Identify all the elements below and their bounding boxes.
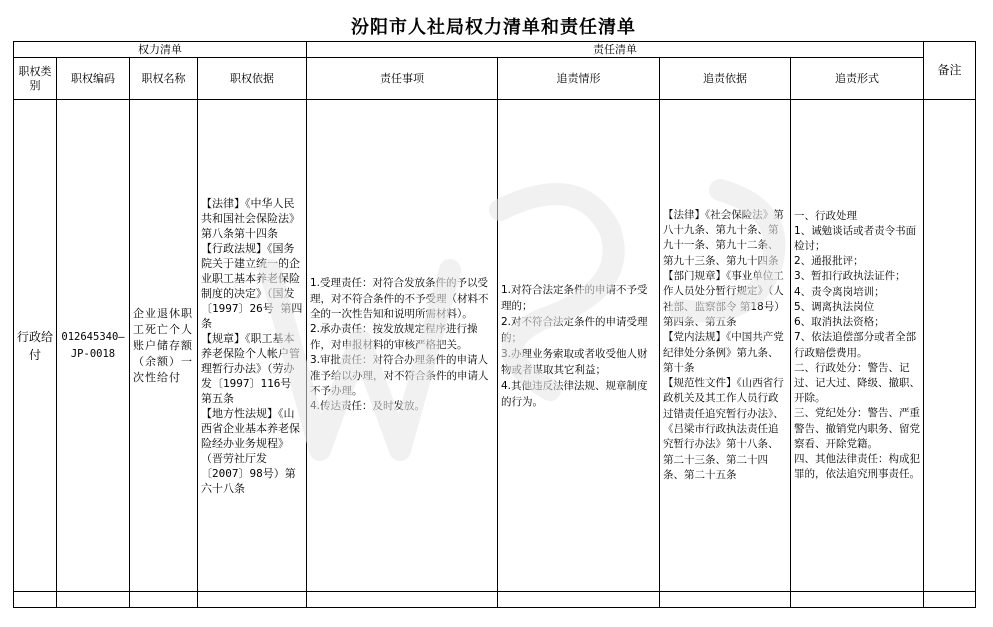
column-header-code: 职权编码 (57, 58, 130, 100)
column-header-responsibility: 责任事项 (307, 58, 498, 100)
column-header-row (14, 58, 976, 100)
column-header-basis: 职权依据 (198, 58, 307, 100)
cell-category: 行政给付 (14, 100, 57, 592)
empty-cell (14, 592, 57, 608)
empty-cell (57, 592, 130, 608)
cell-accountability-cases: 1.对符合法定条件的申请不予受理的； 2.对不符合法定条件的申请受理的； 3.办理业务索取或者收受他人财物或者谋取其它利益； 4.其他违反法律法规、规章制度的行为。 (498, 100, 660, 592)
cell-accountability-forms: 一、行政处理 1、诫勉谈话或者责令书面检讨； 2、通报批评； 3、暂扣行政执法证件； 4、责令离岗培训； 5、调离执法岗位 6、取消执法资格； 7、依法追偿部分或者全部行政赔偿费用。 二、行政处分：警告、记过、记大过、降级、撤职、开除。 三、党纪处分：警告、严重警告、撤销党内职务、留党察看、开除党籍。 四、其他法律责任：构成犯罪的，依法追究刑事责任。 (791, 100, 924, 592)
cell-basis: 【法律】《中华人民共和国社会保险法》第八条第十四条 【行政法规】《国务院关于建立统一的企业职工基本养老保险制度的决定》（国发〔1997〕26号 第四条 【规章】《职工基本养老保险个人帐户管理暂行办法》（劳办发〔1997〕116号 第五条 【地方性法规】《山西省企业基本养老保险经办业务规程》（晋劳社厅发〔2007〕98号）第六十八条 (198, 100, 307, 592)
empty-footer-row (14, 592, 976, 608)
cell-remarks (924, 100, 976, 592)
document-title: 汾阳市人社局权力清单和责任清单 (351, 17, 636, 38)
section-responsibility-list: 责任清单 (307, 42, 924, 58)
column-header-accountability-forms: 追责形式 (791, 58, 924, 100)
table-row (14, 100, 976, 592)
cell-code: 012645340—JP-0018 (57, 100, 130, 592)
column-header-accountability-cases: 追责情形 (498, 58, 660, 100)
empty-cell (307, 592, 498, 608)
column-header-name: 职权名称 (130, 58, 198, 100)
power-responsibility-table (13, 41, 976, 608)
section-power-list: 权力清单 (14, 42, 307, 58)
cell-responsibility: 1.受理责任：对符合发放条件的予以受理，对不符合条件的不予受理（材料不全的一次性告知和说明所需材料）。 2.承办责任：按发放规定程序进行操作，对申报材料的审核严格把关。 3.审批责任：对符合办理条件的申请人准予给以办理，对不符合条件的申请人不予办理。 4.传达责任：及时发放。 (307, 100, 498, 592)
column-header-accountability-basis: 追责依据 (660, 58, 791, 100)
empty-cell (791, 592, 924, 608)
empty-cell (130, 592, 198, 608)
empty-cell (198, 592, 307, 608)
empty-cell (924, 592, 976, 608)
cell-name: 企业退休职工死亡个人账户储存额（余额）一次性给付 (130, 100, 198, 592)
column-header-remarks: 备注 (924, 42, 976, 100)
empty-cell (660, 592, 791, 608)
cell-accountability-basis: 【法律】《社会保险法》第八十九条、第九十条、第九十一条、第九十二条、第九十三条、第九十四条 【部门规章】《事业单位工作人员处分暂行规定》（人社部、监察部令 第18号）第四条、第五条 【党内法规】《中国共产党纪律处分条例》第九条、第十条 【规范性文件】《山西省行政机关及其工作人员行政过错责任追究暂行办法》、《吕梁市行政执法责任追究暂行办法》第十八条、第二十三条、第二十四条、第二十五条 (660, 100, 791, 592)
column-header-category: 职权类别 (14, 58, 57, 100)
section-header-row (14, 42, 976, 58)
empty-cell (498, 592, 660, 608)
